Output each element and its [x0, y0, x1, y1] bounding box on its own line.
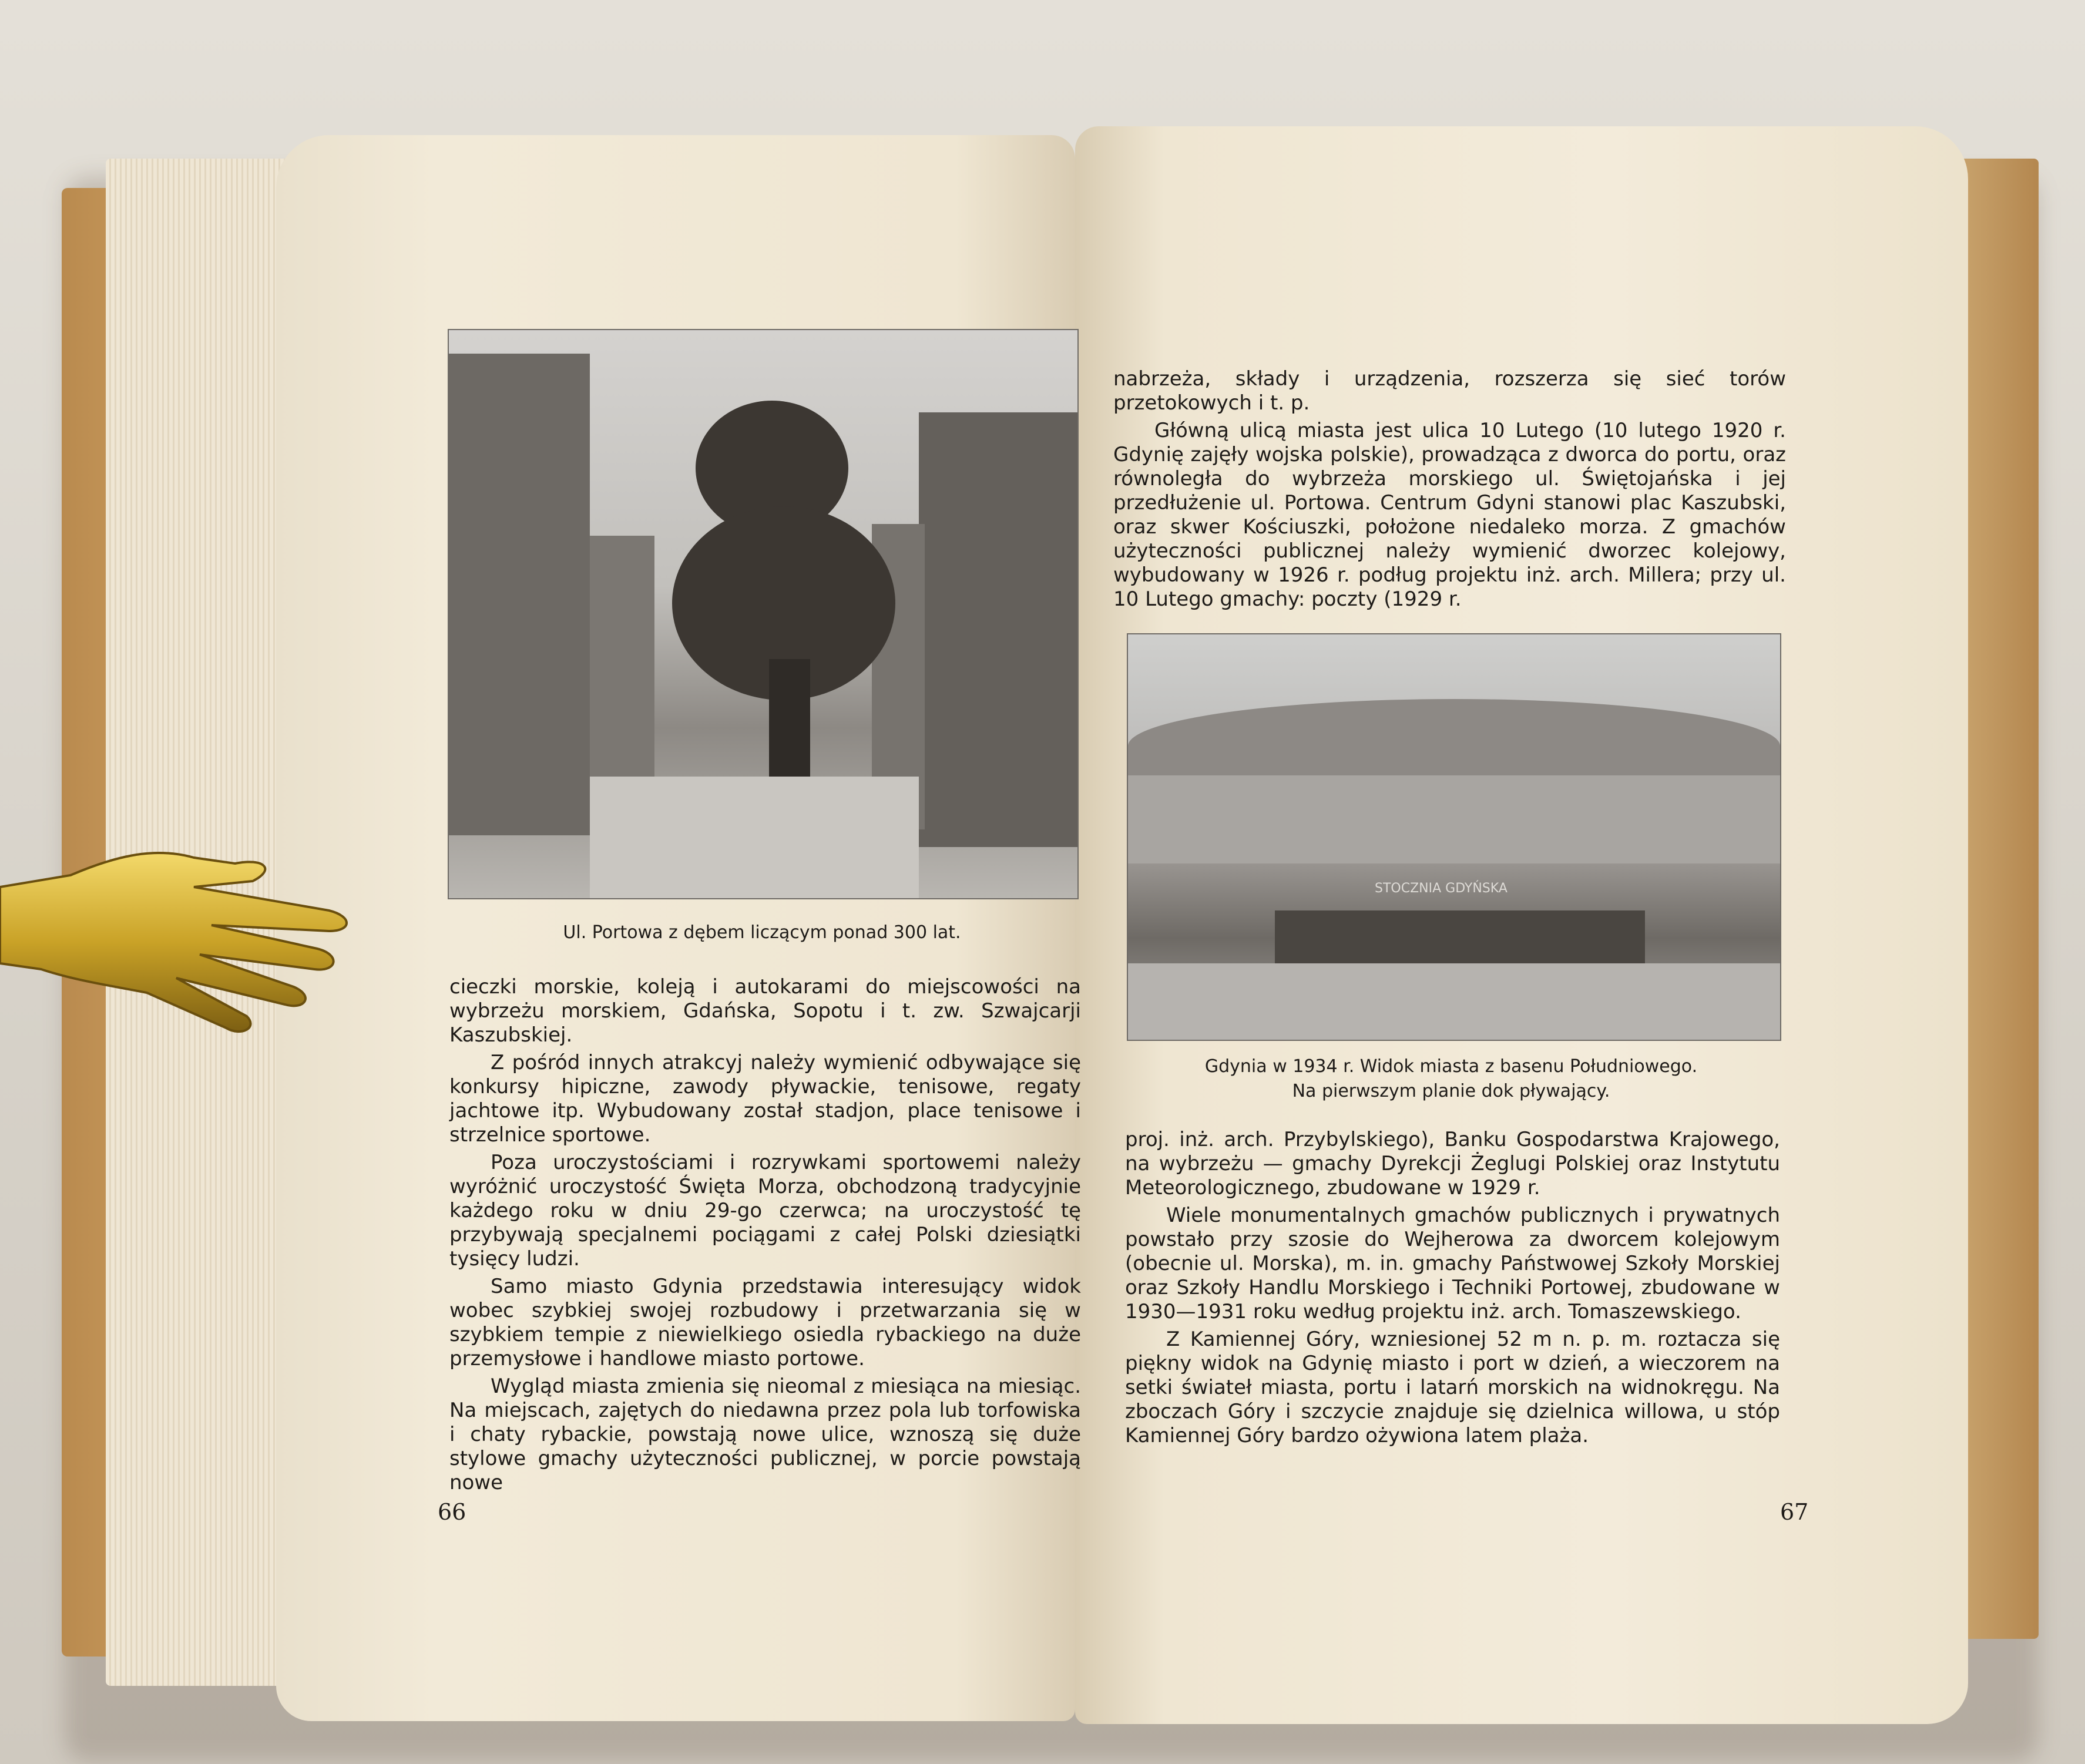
right-paragraph: nabrzeża, składy i urządzenia, rozszerza się sieć torów przetokowych i t. p.	[1113, 367, 1786, 415]
building-right	[919, 412, 1077, 847]
brass-hand-clip	[0, 822, 364, 1069]
left-paragraph: Wygląd miasta zmienia się nieomal z miesiąca na miesiąc. Na miejscach, zajętych do niedawna przez pola lub torfowiska i chaty rybackie, powstają nowe ulice, wznoszą się duże stylowe gmachy użyteczności publicznej, w porcie powstają nowe	[449, 1375, 1081, 1494]
page-number-left: 66	[438, 1499, 466, 1525]
right-paragraph: Główną ulicą miasta jest ulica 10 Lutego (10 lutego 1920 r. Gdynię zajęły wojska polskie), prowadząca z dworca do portu, oraz równoległa do wybrzeża morskiego ul. Świętojańska i jej przedłużenie ul. Portowa. Centrum Gdyni stanowi plac Kaszubski, oraz skwer Kościuszki, położone niedaleko morza. Z gmachów użyteczności publicznej należy wymienić dworzec kolejowy, wybudowany w 1926 r. podług projektu inż. arch. Millera; przy ul. 10 Lutego gmachy: poczty (1929 r.	[1113, 419, 1786, 611]
street-photo-caption: Ul. Portowa z dębem liczącym ponad 300 lat.	[563, 922, 961, 943]
book-cover-right	[1956, 159, 2039, 1639]
right-text-top	[1113, 367, 1786, 615]
harbor-photo-caption	[1116, 1054, 1786, 1104]
right-paragraph: Wiele monumentalnych gmachów publicznych i prywatnych powstało przy szosie do Wejherowa za dworcem kolejowym (obecnie ul. Morska), m. in. gmachy Państwowej Szkoły Morskiej oraz Szkoły Handlu Morskiego i Techniki Portowej, zbudowane w 1930—1931 roku według projektu inż. arch. Tomaszewskiego.	[1125, 1204, 1780, 1323]
building-left	[449, 354, 590, 835]
right-paragraph: proj. inż. arch. Przybylskiego), Banku Gospodarstwa Krajowego, na wybrzeżu — gmachy Dyrekcji Żeglugi Polskiej oraz Instytutu Meteorologicznego, zbudowane w 1929 r.	[1125, 1128, 1780, 1199]
water	[1128, 963, 1780, 1040]
street	[590, 777, 919, 899]
building-left-far	[590, 536, 654, 800]
floating-dock	[1275, 910, 1645, 963]
street-oak-photo	[448, 329, 1079, 899]
left-text-column	[449, 975, 1081, 1498]
left-paragraph: Z pośród innych atrakcyj należy wymienić odbywające się konkursy hipiczne, zawody pływackie, tenisowe, regaty jachtowe itp. Wybudowany został stadjon, place tenisowe i strzelnice sportowe.	[449, 1051, 1081, 1147]
harbor-caption-line1: Gdynia w 1934 r. Widok miasta z basenu Południowego.	[1204, 1056, 1698, 1077]
left-paragraph: Poza uroczystościami i rozrywkami sportowemi należy wyróżnić uroczystość Święta Morza, obchodzoną tradycyjnie każdego roku w dniu 29-go czerwca; na uroczystość tę przybywają specjalnemi pociągami z całej Polski dziesiątki tysięcy ludzi.	[449, 1151, 1081, 1271]
dock-sign: STOCZNIA GDYŃSKA	[1375, 881, 1507, 896]
left-paragraph: cieczki morskie, koleją i autokarami do miejscowości na wybrzeżu morskiem, Gdańska, Sopotu i t. zw. Szwajcarji Kaszubskiej.	[449, 975, 1081, 1047]
right-text-bottom	[1125, 1128, 1780, 1451]
harbor-photo	[1127, 633, 1781, 1041]
right-paragraph: Z Kamiennej Góry, wzniesionej 52 m n. p. m. roztacza się piękny widok na Gdynię miasto i port w dzień, a wieczorem na setki świateł miasta, portu i latarń morskich na widnokręgu. Na zboczach Góry i szczycie znajduje się dzielnica willowa, u stóp Kamiennej Góry bardzo ożywiona latem plaża.	[1125, 1328, 1780, 1447]
page-number-right: 67	[1780, 1499, 1809, 1525]
city	[1128, 775, 1780, 863]
left-paragraph: Samo miasto Gdynia przedstawia interesujący widok wobec szybkiej swojej rozbudowy i przetwarzania się w szybkiem tempie z niewielkiego osiedla rybackiego na duże przemysłowe i handlowe miasto portowe.	[449, 1275, 1081, 1370]
harbor-caption-line2: Na pierwszym planie dok pływający.	[1292, 1081, 1610, 1101]
